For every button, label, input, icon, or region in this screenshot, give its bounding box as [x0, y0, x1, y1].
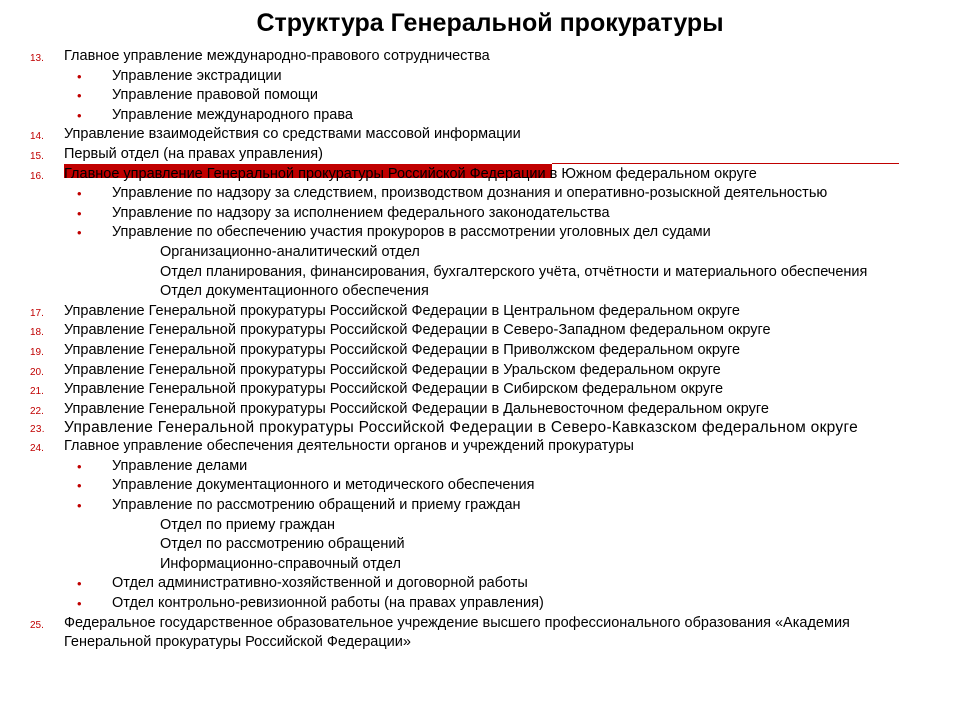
sub-sub-list-item — [30, 535, 910, 555]
list-item — [30, 419, 910, 437]
item-number: 19. — [30, 346, 44, 358]
item-number: 22. — [30, 405, 44, 417]
sub-sub-list-item — [30, 263, 910, 283]
bullet-icon: • — [77, 88, 82, 104]
sub-list-item — [30, 457, 910, 477]
item-number: 14. — [30, 131, 44, 143]
item-text: Управление документационного и методического обеспечения — [112, 477, 535, 494]
list-item — [30, 614, 910, 653]
bullet-icon: • — [77, 458, 82, 474]
item-text: Управление Генеральной прокуратуры Российской Федерации в Центральном федеральном округе — [64, 302, 740, 319]
item-text: Главное управление Генеральной прокуратуры Российской Федерации в Южном федеральном округе — [64, 165, 757, 182]
item-number: 20. — [30, 366, 44, 378]
bullet-icon: • — [77, 225, 82, 241]
item-text: Управление Генеральной прокуратуры Российской Федерации в Северо-Кавказском федеральном округе — [64, 419, 859, 437]
list-item — [30, 380, 910, 400]
item-text: Управление Генеральной прокуратуры Российской Федерации в Уральском федеральном округе — [64, 361, 721, 378]
item-text: Первый отдел (на правах управления) — [64, 145, 323, 162]
list-item — [30, 145, 910, 165]
item-text: Управление взаимодействия со средствами массовой информации — [64, 126, 521, 143]
item-text: Информационно-справочный отдел — [160, 555, 401, 572]
sub-sub-list-item — [30, 243, 910, 263]
sub-list-item — [30, 106, 910, 126]
bullet-icon: • — [77, 205, 82, 221]
item-text: Управление делами — [112, 457, 248, 474]
item-number: 17. — [30, 307, 44, 319]
sub-sub-list-item — [30, 282, 910, 302]
slide-title: Структура Генеральной прокуратуры — [256, 9, 724, 37]
item-text: Управление по рассмотрению обращений и приему граждан — [112, 497, 521, 514]
bullet-icon: • — [77, 478, 82, 494]
bullet-icon: • — [77, 68, 82, 84]
item-text: Отдел контрольно-ревизионной работы (на правах управления) — [112, 595, 544, 612]
item-text: Отдел по рассмотрению обращений — [160, 536, 405, 553]
sub-sub-list-item — [30, 516, 910, 536]
item-text: Управление Генеральной прокуратуры Российской Федерации в Сибирском федеральном округе — [64, 381, 724, 398]
list-item — [30, 361, 910, 381]
sub-list-item — [30, 574, 910, 594]
list-item — [30, 437, 910, 457]
item-text: Отдел документационного обеспечения — [160, 283, 429, 300]
item-text: Организационно-аналитический отдел — [160, 243, 420, 260]
sub-list-item — [30, 86, 910, 106]
item-text: Управление международного права — [112, 106, 353, 123]
bullet-icon: • — [77, 576, 82, 592]
sub-list-item — [30, 594, 910, 614]
item-text: Управление экстрадиции — [112, 67, 282, 84]
item-text: Управление правовой помощи — [112, 87, 318, 104]
sub-sub-list-item — [30, 555, 910, 575]
item-text: Управление по надзору за следствием, производством дознания и оперативно-розыскной деятельностью — [112, 185, 828, 202]
item-text: Управление по обеспечению участия прокуроров в рассмотрении уголовных дел судами — [112, 224, 711, 241]
item-text: Управление Генеральной прокуратуры Российской Федерации в Приволжском федеральном округе — [64, 341, 741, 358]
item-number: 23. — [30, 424, 45, 436]
list-item — [30, 47, 910, 67]
bullet-icon: • — [77, 596, 82, 612]
sub-list-item — [30, 204, 910, 224]
item-text: Главное управление обеспечения деятельности органов и учреждений прокуратуры — [64, 438, 634, 455]
item-text: Отдел планирования, финансирования, бухгалтерского учёта, отчётности и материального обеспечения — [160, 263, 868, 280]
item-number: 25. — [30, 619, 44, 631]
list-item — [30, 321, 910, 341]
sub-list-item — [30, 223, 910, 243]
item-text: Управление Генеральной прокуратуры Российской Федерации в Северо-Западном федеральном округе — [64, 322, 771, 339]
item-number: 13. — [30, 53, 44, 64]
item-text: Федеральное государственное образовательное учреждение высшего профессионального образования «Академия Генеральной прокуратуры Российской Федерации» — [64, 614, 850, 651]
bullet-icon: • — [77, 186, 82, 202]
sub-list-item — [30, 496, 910, 516]
bullet-icon: • — [77, 498, 82, 514]
item-text: Главное управление международно-правового сотрудничества — [64, 48, 490, 64]
sub-list-item — [30, 67, 910, 87]
list-item — [30, 165, 910, 185]
sub-list-item — [30, 184, 910, 204]
sub-list-item — [30, 476, 910, 496]
item-number: 15. — [30, 150, 44, 162]
structure-list — [30, 47, 910, 653]
item-number: 18. — [30, 327, 44, 339]
item-number: 16. — [30, 170, 44, 182]
list-item — [30, 341, 910, 361]
item-number: 21. — [30, 386, 44, 398]
bullet-icon: • — [77, 107, 82, 123]
item-text: Отдел административно-хозяйственной и договорной работы — [112, 575, 528, 592]
item-text: Отдел по приему граждан — [160, 516, 336, 533]
list-item — [30, 400, 910, 420]
item-text: Управление Генеральной прокуратуры Российской Федерации в Дальневосточном федеральном округе — [64, 400, 769, 417]
list-item — [30, 125, 910, 145]
list-item — [30, 302, 910, 322]
item-text: Управление по надзору за исполнением федерального законодательства — [112, 204, 610, 221]
item-number: 24. — [30, 443, 44, 455]
